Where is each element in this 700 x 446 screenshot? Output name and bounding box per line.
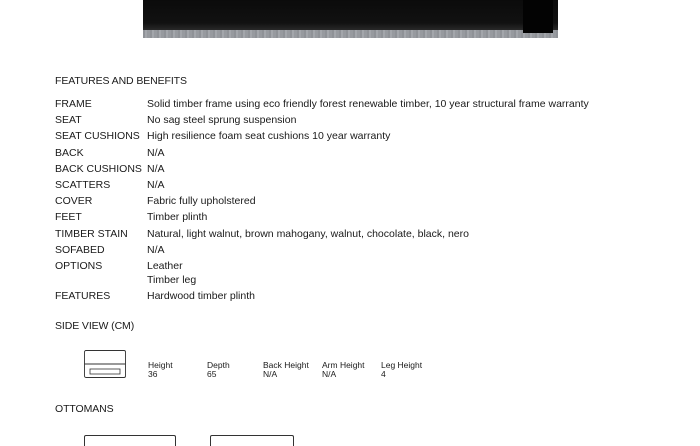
table-row — [55, 259, 675, 289]
feature-value: No sag steel sprung suspension — [147, 114, 297, 127]
dimension-value: N/A — [322, 369, 337, 379]
ottomans-title: OTTOMANS — [55, 403, 114, 415]
table-row — [55, 146, 675, 162]
feature-label: COVER — [55, 195, 93, 208]
feature-value: Solid timber frame using eco friendly forest renewable timber, 10 year structural frame warranty — [147, 98, 589, 110]
table-row — [55, 178, 675, 194]
features-table — [55, 97, 675, 305]
feature-value: Fabric fully upholstered — [147, 195, 256, 208]
feature-label: SOFABED — [55, 243, 105, 256]
feature-label: BACK CUSHIONS — [55, 162, 142, 175]
table-row — [55, 243, 675, 259]
feature-label: FEET — [55, 211, 82, 224]
dimension-label: Arm Height — [322, 360, 365, 370]
dimension-value: 4 — [381, 369, 386, 379]
table-row — [55, 113, 675, 129]
table-row — [55, 162, 675, 178]
feature-label: SEAT CUSHIONS — [55, 130, 140, 143]
dimension-back-height — [263, 361, 309, 379]
dimension-height — [148, 361, 173, 379]
table-row — [55, 194, 675, 210]
dimension-leg-height — [381, 361, 422, 379]
feature-value: N/A — [147, 178, 165, 191]
feature-label: OPTIONS — [55, 259, 103, 272]
table-row — [55, 97, 675, 113]
option-item: Timber leg — [147, 274, 197, 287]
dimension-arm-height — [322, 361, 365, 379]
product-photo — [143, 0, 558, 38]
table-row — [55, 129, 675, 145]
feature-value: High resilience foam seat cushions 10 year warranty — [147, 130, 391, 143]
features-title: FEATURES AND BENEFITS — [55, 75, 187, 87]
side-view-title: SIDE VIEW (CM) — [55, 320, 135, 332]
dimension-label: Back Height — [263, 360, 309, 370]
feature-value: N/A — [147, 162, 165, 175]
feature-value: Hardwood timber plinth — [147, 289, 255, 302]
dimension-value: 65 — [207, 369, 217, 379]
dimension-depth — [207, 361, 230, 379]
photo-sofa-leg — [523, 0, 553, 33]
feature-value: N/A — [147, 146, 165, 159]
side-view-sofa-icon — [84, 350, 126, 378]
feature-label: SCATTERS — [55, 178, 111, 191]
photo-floor — [143, 30, 558, 38]
dimension-label: Depth — [207, 360, 230, 370]
table-row — [55, 227, 675, 243]
feature-label: FRAME — [55, 98, 92, 110]
feature-label: SEAT — [55, 114, 82, 127]
dimension-value: 36 — [148, 369, 158, 379]
dimension-label: Leg Height — [381, 360, 423, 370]
table-row — [55, 289, 675, 305]
feature-value — [147, 259, 675, 289]
feature-label: BACK — [55, 146, 84, 159]
dimension-value: N/A — [263, 369, 278, 379]
feature-label: FEATURES — [55, 289, 111, 302]
feature-value: Natural, light walnut, brown mahogany, walnut, chocolate, black, nero — [147, 227, 469, 240]
feature-label: TIMBER STAIN — [55, 227, 128, 240]
table-row — [55, 210, 675, 226]
feature-value: Timber plinth — [147, 211, 208, 224]
dimension-label: Height — [148, 360, 173, 370]
feature-value: N/A — [147, 243, 165, 256]
option-item: Leather — [147, 259, 183, 272]
